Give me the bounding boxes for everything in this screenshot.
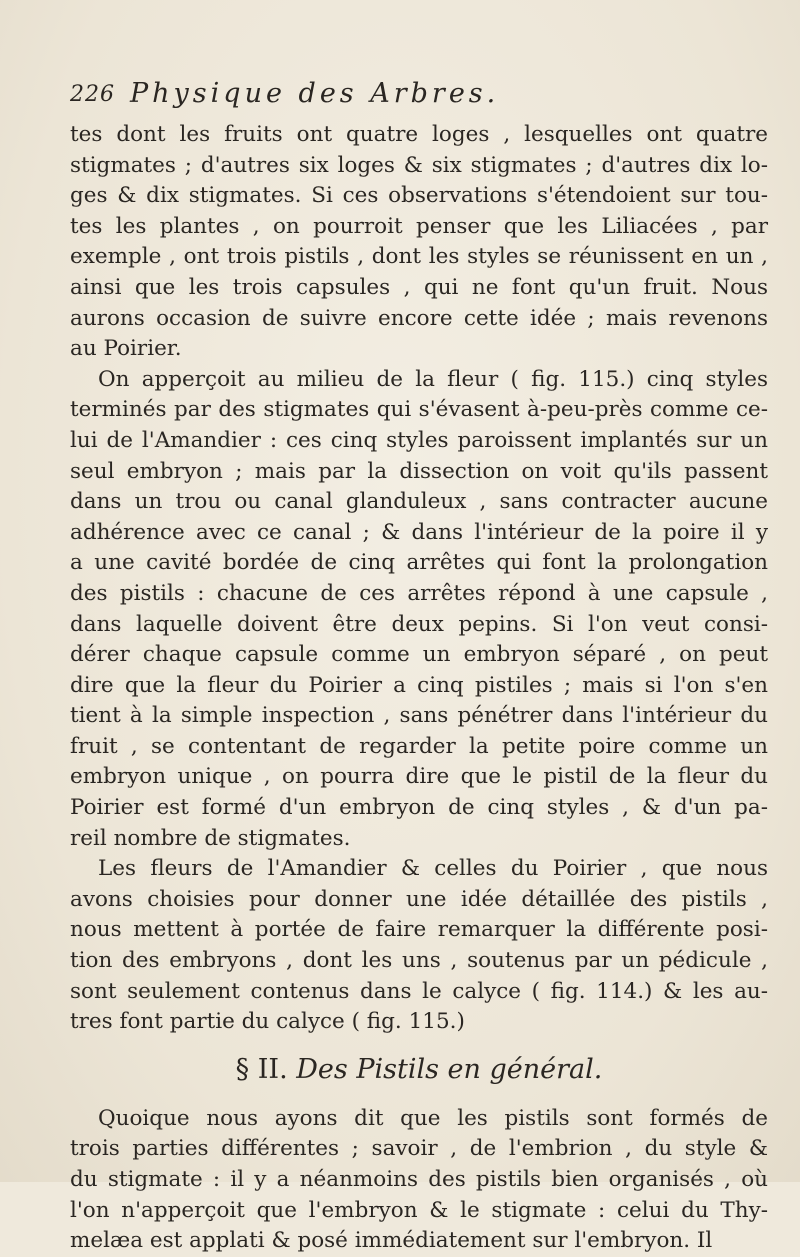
text-line: tes les plantes , on pourroit penser que les Liliacées , par [70,213,768,239]
text-line: trois parties différentes ; savoir , de l'embrion , du style & [70,1136,768,1162]
text-line: ainsi que les trois capsules , qui ne font qu'un fruit. Nous [70,274,768,300]
page-number: 226 [70,82,115,107]
text-line: tient à la simple inspection , sans pénétrer dans l'intérieur du [70,703,768,729]
paragraph-4 [70,1104,768,1257]
running-head [70,78,770,114]
text-line: sont seulement contenus dans le calyce ( fig. 114.) & les au- [70,978,768,1004]
text-line: adhérence avec ce canal ; & dans l'intérieur de la poire il y [70,519,768,545]
text-line: Quoique nous ayons dit que les pistils sont formés de [98,1105,768,1131]
paragraph-2 [70,365,768,855]
text-line: tres font partie du calyce ( fig. 115.) [70,1009,465,1035]
paragraph-3 [70,854,768,1038]
text-line: a une cavité bordée de cinq arrêtes qui font la prolongation [70,550,768,576]
text-line: tion des embryons , dont les uns , soutenus par un pédicule , [70,948,768,974]
text-line: des pistils : chacune de ces arrêtes répond à une capsule , [70,580,768,606]
section-heading [70,1042,768,1098]
text-line: reil nombre de stigmates. [70,825,351,851]
running-title: Physique des Arbres. [130,78,500,109]
text-line: dire que la fleur du Poirier a cinq pistiles ; mais si l'on s'en [70,672,768,698]
text-line: exemple , ont trois pistils , dont les styles se réunissent en un , [70,244,768,270]
text-line: au Poirier. [70,336,182,362]
text-block [70,120,768,1257]
text-line: ges & dix stigmates. Si ces observations s'étendoient sur tou- [70,183,768,209]
section-number: § II. [235,1053,288,1085]
section-title: Des Pistils en général. [296,1053,603,1085]
text-line: nous mettent à portée de faire remarquer la différente posi- [70,917,768,943]
text-line: embryon unique , on pourra dire que le pistil de la fleur du [70,764,768,790]
text-line: dérer chaque capsule comme un embryon séparé , on peut [70,642,768,668]
text-line: melæa est applati & posé immédiatement sur l'embryon. Il [70,1228,713,1254]
text-line: avons choisies pour donner une idée détaillée des pistils , [70,886,768,912]
text-line: fruit , se contentant de regarder la petite poire comme un [70,733,768,759]
text-line: seul embryon ; mais par la dissection on voit qu'ils passent [70,458,768,484]
text-line: On apperçoit au milieu de la fleur ( fig. 115.) cinq styles [98,366,768,392]
text-line: Les fleurs de l'Amandier & celles du Poirier , que nous [98,856,768,882]
text-line: aurons occasion de suivre encore cette idée ; mais revenons [70,305,768,331]
text-line: tes dont les fruits ont quatre loges , lesquelles ont quatre [70,122,768,147]
text-line: du stigmate : il y a néanmoins des pistils bien organisés , où [70,1167,768,1192]
text-line: lui de l'Amandier : ces cinq styles paroissent implantés sur un [70,427,768,453]
text-line: terminés par des stigmates qui s'évasent à-peu-près comme ce- [70,397,768,423]
paragraph-1 [70,120,768,365]
text-line: dans un trou ou canal glanduleux , sans contracter aucune [70,489,768,515]
text-line: stigmates ; d'autres six loges & six stigmates ; d'autres dix lo- [70,152,768,178]
text-line: Poirier est formé d'un embryon de cinq styles , & d'un pa- [70,795,768,821]
text-line: l'on n'apperçoit que l'embryon & le stigmate : celui du Thy- [70,1197,768,1223]
text-line: dans laquelle doivent être deux pepins. Si l'on veut consi- [70,611,768,637]
